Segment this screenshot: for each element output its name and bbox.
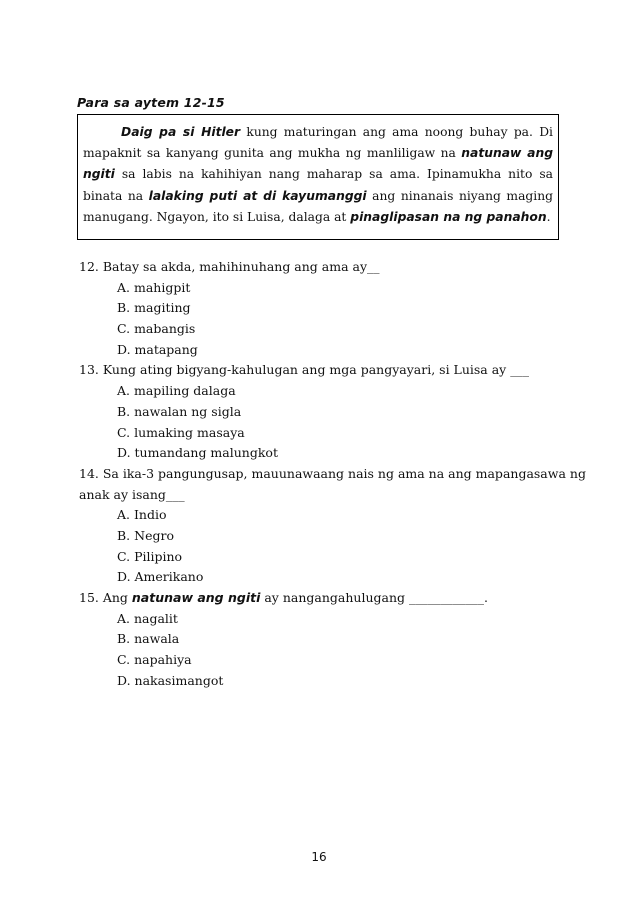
question-12-option-b: B. magiting — [117, 300, 191, 316]
question-13-option-b: B. nawalan ng sigla — [117, 403, 242, 419]
passage-box — [77, 114, 559, 240]
question-14-stem-line-1: 14. Sa ika-3 pangungusap, mauunawaang nais ng ama na ang mapangasawa ng — [79, 465, 586, 481]
passage-segment-2: sa labis na kahihiyan nang maharap sa ama. Ipinamukha nito sa binata na — [83, 167, 553, 203]
question-14-stem-line-2: anak ay isang___ — [79, 486, 185, 502]
question-14-option-d: D. Amerikano — [117, 569, 204, 585]
passage-segment-4: . — [546, 209, 551, 224]
question-15-stem-emphasis: natunaw ang ngiti — [131, 590, 261, 605]
question-12-option-a: A. mahigpit — [117, 279, 191, 295]
question-12-option-d: D. matapang — [117, 341, 198, 357]
passage-segment-1: kung maturingan ang ama noong buhay pa. Di mapaknit sa kanyang gunita ang mukha ng manliligaw na — [83, 125, 553, 161]
question-13-option-a: A. mapiling dalaga — [117, 383, 236, 399]
question-15-stem — [79, 588, 559, 609]
question-13-option-c: C. lumaking masaya — [117, 424, 245, 440]
question-15-option-b: B. nawala — [117, 631, 180, 647]
question-15-stem-prefix: 15. Ang — [79, 590, 132, 605]
page-number: 16 — [311, 850, 327, 864]
question-15-stem-suffix: ay nangangahulugang ____________. — [260, 590, 488, 605]
question-14-option-c: C. Pilipino — [117, 548, 183, 564]
question-13-option-d: D. tumandang malungkot — [117, 445, 278, 461]
question-12-option-c: C. mabangis — [117, 321, 196, 337]
question-15-option-c: C. napahiya — [117, 652, 192, 668]
passage-text — [83, 122, 553, 228]
passage-emphasis-1: Daig pa si Hitler — [121, 125, 241, 139]
passage-emphasis-3: lalaking puti at di kayumanggi — [148, 188, 367, 203]
question-13-stem: 13. Kung ating bigyang-kahulugan ang mga pangyayari, si Luisa ay ___ — [79, 362, 529, 378]
passage-emphasis-2: natunaw ang ngiti — [83, 146, 553, 182]
question-15-option-a: A. nagalit — [117, 610, 178, 626]
question-14-option-b: B. Negro — [117, 527, 174, 543]
passage-emphasis-4: pinaglipasan na ng panahon — [350, 209, 547, 224]
passage-segment-3: ang ninanais niyang maging manugang. Ngayon, ito si Luisa, dalaga at — [83, 188, 553, 224]
question-14-option-a: A. Indio — [117, 507, 167, 523]
section-heading: Para sa aytem 12-15 — [77, 95, 225, 110]
question-list — [79, 257, 586, 691]
question-12-stem: 12. Batay sa akda, mahihinuhang ang ama ay__ — [79, 259, 380, 274]
question-15-option-d: D. nakasimangot — [117, 672, 224, 688]
